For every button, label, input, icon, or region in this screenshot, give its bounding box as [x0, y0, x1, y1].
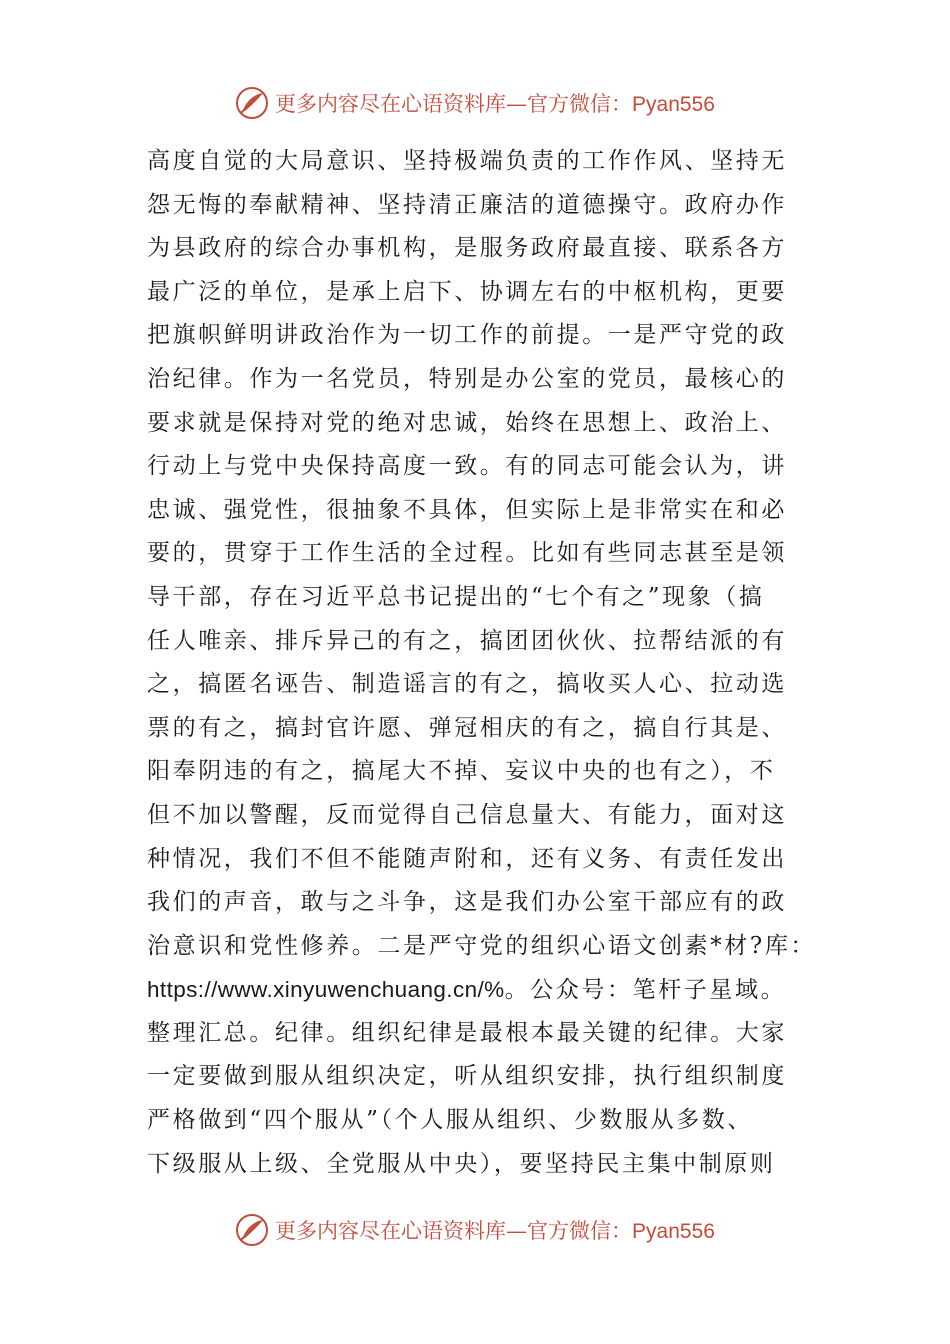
- wechat-handle: Pyan556: [632, 1220, 715, 1243]
- text-line: 但不加以警醒，反而觉得自己信息量大、有能力，面对这: [147, 801, 787, 828]
- text-line: 要的，贯穿于工作生活的全过程。比如有些同志甚至是领: [147, 540, 787, 567]
- text-line: 一定要做到服从组织决定，听从组织安排，执行组织制度: [147, 1063, 787, 1090]
- text-line: 我们的声音，敢与之斗争，这是我们办公室干部应有的政: [147, 889, 787, 916]
- text-line: 高度自觉的大局意识、坚持极端负责的工作作风、坚持无: [147, 148, 787, 174]
- text-line: 下级服从上级、全党服从中央），要坚持民主集中制原则: [147, 1150, 776, 1177]
- header-banner: [0, 83, 950, 123]
- quill-logo-icon: [235, 86, 269, 120]
- text-line: 要求就是保持对党的绝对忠诚，始终在思想上、政治上、: [147, 409, 787, 436]
- text-line: 忠诚、强党性，很抽象不具体，但实际上是非常实在和必: [147, 496, 787, 523]
- text-line: 治意识和党性修养。二是严守党的组织心语文创素*材?库：: [147, 932, 817, 959]
- text-line: 怨无悔的奉献精神、坚持清正廉洁的道德操守。政府办作: [147, 191, 787, 218]
- footer-text: 更多内容尽在心语资料库—官方微信：Pyan556: [275, 1219, 715, 1243]
- text-line: 严格做到“四个服从”（个人服从组织、少数服从多数、: [147, 1107, 754, 1134]
- document-body: [147, 140, 817, 1186]
- text-line: 票的有之，搞封官许愿、弹冠相庆的有之，搞自行其是、: [147, 714, 787, 741]
- text-line: 治纪律。作为一名党员，特别是办公室的党员，最核心的: [147, 365, 787, 392]
- header-text: 更多内容尽在心语资料库—官方微信：Pyan556: [275, 92, 715, 116]
- text-line: 最广泛的单位，是承上启下、协调左右的中枢机构，更要: [147, 278, 787, 305]
- text-line: 任人唯亲、排斥异己的有之，搞团团伙伙、拉帮结派的有: [147, 627, 787, 654]
- text-line: 导干部，存在习近平总书记提出的“七个有之”现象（搞: [147, 583, 765, 610]
- footer-banner: [0, 1210, 950, 1250]
- wechat-handle: Pyan556: [632, 93, 715, 116]
- text-line: 阳奉阴违的有之，搞尾大不掉、妄议中央的也有之），不: [147, 758, 776, 785]
- url-line-rest: 。公众号：笔杆子星域。: [504, 977, 787, 1004]
- url-line: [147, 968, 807, 1012]
- text-line: 行动上与党中央保持高度一致。有的同志可能会认为，讲: [147, 453, 787, 480]
- quill-logo-icon: [235, 1213, 269, 1247]
- text-line: 之，搞匿名诬告、制造谣言的有之，搞收买人心、拉动选: [147, 671, 787, 698]
- text-line: 把旗帜鲜明讲政治作为一切工作的前提。一是严守党的政: [147, 322, 787, 349]
- text-line: 为县政府的综合办事机构，是服务政府最直接、联系各方: [147, 235, 787, 262]
- source-url: https://www.xinyuwenchuang.cn/%: [147, 977, 505, 1003]
- text-line: 种情况，我们不但不能随声附和，还有义务、有责任发出: [147, 845, 787, 872]
- text-line: 整理汇总。纪律。组织纪律是最根本最关键的纪律。大家: [147, 1019, 787, 1046]
